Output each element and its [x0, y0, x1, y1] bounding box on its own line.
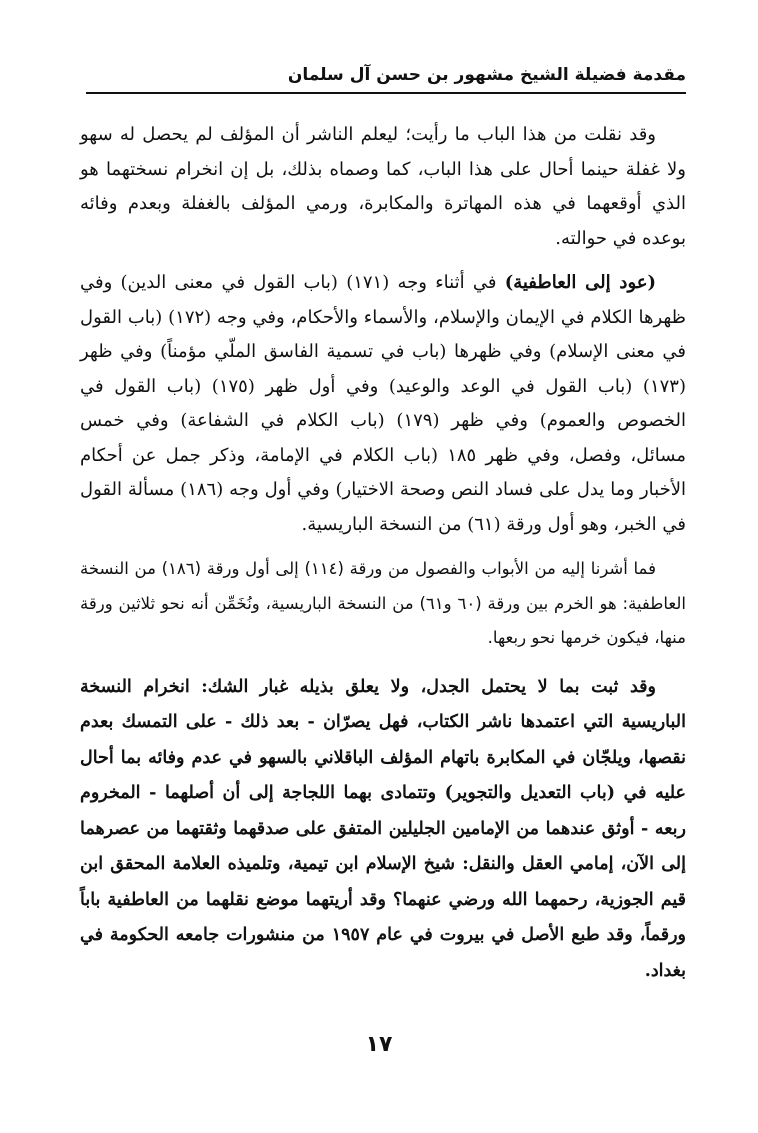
paragraph-2-heading: (عود إلى العاطفية)	[504, 272, 656, 293]
paragraph-2	[80, 266, 686, 542]
paragraph-3: فما أشرنا إليه من الأبواب والفصول من ورقة (١١٤) إلى أول ورقة (١٨٦) من النسخة العاطفية: هو الخرم بين ورقة (٦٠ و٦١) من النسخة الباريسية، ونُخَمِّن أنه نحو ثلاثين ورقة منها، فيكون خرمها نحو ربعها.	[80, 559, 686, 647]
paragraph-1: وقد نقلت من هذا الباب ما رأيت؛ ليعلم الناشر أن المؤلف لم يحصل له سهو ولا غفلة حينما أحال على هذا الباب، كما وصماه بذلك، بل إن انخرام نسختهما هو الذي أوقعهما في هذه المهاترة والمكابرة، ورمي المؤلف بالغفلة وبعدم وفائه بوعده في حوالته.	[80, 124, 686, 249]
paragraph-4: وقد ثبت بما لا يحتمل الجدل، ولا يعلق بذيله غبار الشك: انخرام النسخة الباريسية التي اعتمدها ناشر الكتاب، فهل يصرّان - بعد ذلك - على التمسك بعدم نقصها، ويلجّان في المكابرة باتهام المؤلف الباقلاني بالسهو في عدم وفائه بما أحال عليه في (باب التعديل والتجوير) وتتمادى بهما اللجاجة إلى أن أصلهما - المخروم ربعه - أوثق عندهما من الإمامين الجليلين المتفق على صدقهما وثقتهما من عصرهما إلى الآن، إمامي العقل والنقل: شيخ الإسلام ابن تيمية، وتلميذه العلامة المحقق ابن قيم الجوزية، رحمهما الله ورضي عنهما؟ وقد أريتهما موضع نقلهما من العاطفية باباً ورقماً، وقد طبع الأصل في بيروت في عام ١٩٥٧ من منشورات جامعه الحكومة في بغداد.	[80, 676, 686, 981]
page-body	[80, 118, 686, 989]
running-header: مقدمة فضيلة الشيخ مشهور بن حسن آل سلمان	[86, 60, 686, 94]
paragraph-2-text: في أثناء وجه (١٧١) (باب القول في معنى الدين) وفي ظهرها الكلام في الإيمان والإسلام، والأسماء والأحكام، وفي وجه (١٧٢) (باب القول في معنى الإسلام) وفي ظهرها (باب في تسمية الفاسق الملّي مؤمناً) وفي ظهر (١٧٣) (باب القول في الوعد والوعيد) وفي أول ظهر (١٧٥) (باب القول في الخصوص والعموم) وفي ظهر (١٧٩) (باب الكلام في الشفاعة) وفي خمس مسائل، وفصل، وفي ظهر ١٨٥ (باب الكلام في الإمامة، وذكر جمل عن أحكام الأخبار وما يدل على فساد النص وصحة الاختيار) وفي أول وجه (١٨٦) مسألة القول في الخبر، وهو أول ورقة (٦١) من النسخة الباريسية.	[80, 272, 687, 535]
page-number: ١٧	[365, 1032, 393, 1057]
